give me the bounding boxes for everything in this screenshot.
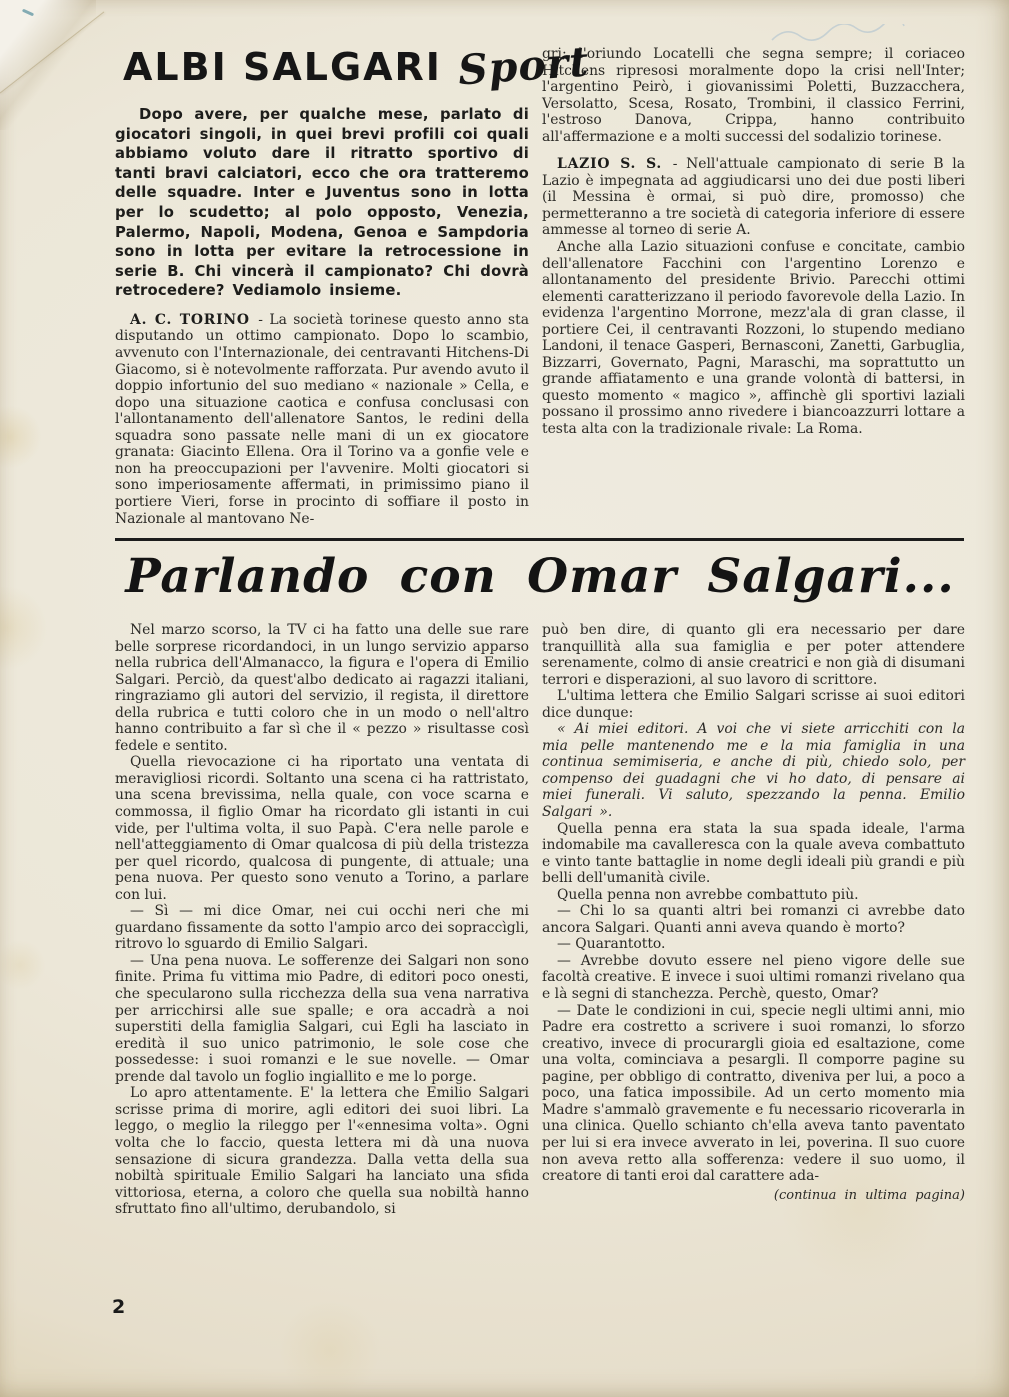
paragraph: Lo apro attentamente. E' la lettera che Emilio Salgari scrisse prima di morire, agli editori dei suoi libri. La leggo, o meglio la rileggo per l'«ennesima volta». Ogni volta che lo faccio, questa lettera mi dà una nuova sensazione di sicura grandezza. Dalla vetta della sua nobiltà spirituale Emilio Salgari ha lanciato una sfida vittoriosa, eterna, a coloro che quella sua nobiltà hanno sfruttato fino all'ultimo, derubandolo, si [115, 1085, 529, 1218]
sport-section [115, 37, 965, 527]
paragraph: Nel marzo scorso, la TV ci ha fatto una delle sue rare belle sorprese ricordandoci, in un lungo servizio apparso nella rubrica dell'Almanacco, la figura e l'opera di Emilio Salgari. Perciò, da quest'albo dedicato ai ragazzi italiani, ringraziamo gli autori del servizio, il regista, il direttore della rubrica e tutti coloro che in un modo o nell'altro hanno contribuito a far sì che il « pezzo » risultasse così fedele e sentito. [115, 622, 529, 754]
interview-section [115, 548, 965, 1218]
page-number: 2 [112, 1296, 126, 1318]
interview-right-column [542, 622, 965, 1218]
interview-columns [115, 622, 965, 1218]
sport-left-paragraphs [115, 105, 529, 527]
section-divider [115, 538, 964, 541]
paragraph: — Date le condizioni in cui, specie negli ultimi anni, mio Padre era costretto a scrivere i suoi romanzi, lo sforzo creativo, invece di procurargli gioia ed esaltazione, come una volta, cominciava a pesargli. Il comporre pagine su pagine, per obbligo di contratto, diveniva per lui, a poco a poco, una fatica impossibile. Ad un certo momento mia Madre s'ammalò gravemente e fu necessario ricoverarla in una clinica. Quello schianto ch'ella aveva tanto paventato per lui si era invece avverato in lei, poverina. Il suo cuore non aveva retto alla sofferenza: vedere il suo uomo, il creatore di tanti eroi dal carattere ada- [542, 1002, 965, 1185]
paragraph: LAZIO S. S. - Nell'attuale campionato di serie B la Lazio è impegnata ad aggiudicarsi uno dei due posti liberi (il Messina è ormai, si può dire, promosso) che permetteranno a tre società di categoria inferiore di essere ammesse al torneo di serie A. [542, 156, 965, 239]
paragraph: può ben dire, di quanto gli era necessario per dare tranquillità alla sua famiglia e per poter attendere serenamente, colmo di ansie creatrici e non già di disumani terrori e disperazioni, al suo lavoro di scrittore. [542, 622, 965, 688]
paragraph: Dopo avere, per qualche mese, parlato di giocatori singoli, in quei brevi profili coi quali abbiamo voluto dare il ritratto sportivo di tanti bravi calciatori, ecco che ora tratteremo delle squadre. Inter e Juventus sono in lotta per lo scudetto; al polo opposto, Venezia, Palermo, Napoli, Modena, Genoa e Sampdoria sono in lotta per evitare la retrocessione in serie B. Chi vincerà il campionato? Chi dovrà retrocedere? Vediamolo insieme. [115, 106, 529, 300]
paragraph: (continua in ultima pagina) [773, 1187, 965, 1203]
paragraph: Quella rievocazione ci ha riportato una ventata di meravigliosi ricordi. Soltanto una scena ci ha rattristato, una scena brevissima, nella quale, con voce scarna e commossa, il figlio Omar ha ricordato gli istanti in cui vide, per l'ultima volta, il suo Papà. C'era nelle parole e nell'atteggiamento di Omar qualcosa di più della tristezza per quel ricordo, qualcosa di pungente, di attuale; una pena nuova. Per questo sono venuto a Torino, a parlare con lui. [115, 754, 529, 903]
paragraph: — Sì — mi dice Omar, nei cui occhi neri che mi guardano fissamente da sotto l'ampio arco dei sopraccìgli, ritrovo lo sguardo di Emilio Salgari. [115, 903, 529, 953]
paragraph: L'ultima lettera che Emilio Salgari scrisse ai suoi editori dice dunque: [542, 688, 965, 721]
sport-title [123, 37, 591, 95]
paragraph: Anche alla Lazio situazioni confuse e concitate, cambio dell'allenatore Facchini con l'argentino Lorenzo e allontanamento del presidente Brivio. Parecchi ottimi elementi caratterizzano il periodo favorevole della Lazio. In evidenza l'argentino Morrone, mezz'ala di gran classe, il portiere Cei, il centravanti Rozzoni, lo stupendo mediano Landoni, il tenace Gasperi, Bernasconi, Zanetti, Garbuglia, Bizzarri, Governato, Pagni, Maraschi, ma soprattutto un grande affiatamento e una grande volontà di battersi, in questo momento « magico », affinchè gli sportivi laziali possano il prossimo anno rivedere i biancoazzurri lottare a testa alta con la tradizionale rivale: La Roma. [542, 239, 965, 438]
paragraph: gri; l'oriundo Locatelli che segna sempre; il coriaceo Hitchens ripresosi moralmente dopo la crisi nell'Inter; l'argentino Peirò, i giovanissimi Poletti, Buzzacchera, Versolatto, Scesa, Rosato, Trombini, il classico Ferrini, l'estroso Danova, Crippa, hanno contribuito all'affermazione e a molti successi del sodalizio torinese. [542, 46, 965, 145]
sport-left-column [115, 37, 591, 527]
interview-title: Parlando con Omar Salgari... [125, 549, 955, 604]
run-in-heading: LAZIO S. S. [557, 156, 663, 173]
paragraph: — Chi lo sa quanti altri bei romanzi ci avrebbe dato ancora Salgari. Quanti anni aveva quando è morto? [542, 903, 965, 936]
paragraph: — Quarantotto. [557, 936, 666, 953]
paper-corner-fold [0, 0, 96, 130]
sport-title-script: Sport [456, 37, 591, 95]
paragraph: — Una pena nuova. Le sofferenze dei Salgari non sono finite. Prima fu vittima mio Padre, di editori poco onesti, che specularono sulla ricchezza della sua vena narrativa per arricchirsi alle sue spalle; e ora accadrà a noi superstiti della famiglia Salgari, cui Egli ha lasciato in eredità il suo unico patrimonio, le sole cose che possedesse: i suoi romanzi e le sue novelle. — Omar prende dal tavolo un foglio ingiallito e me lo porge. [115, 952, 529, 1085]
sport-title-main: ALBI SALGARI [123, 45, 442, 89]
paragraph: Quella penna non avrebbe combattuto più. [557, 886, 859, 903]
sport-right-column [542, 42, 965, 527]
paragraph: « Ai miei editori. A voi che vi siete arricchiti con la mia pelle mantenendo me e la mia famiglia in una continua semimiseria, e anche di più, chiedo solo, per compenso dei guadagni che vi ho dato, di pensare ai miei funerali. Vi saluto, spezzando la penna. Emilio Salgari ». [542, 721, 965, 821]
interview-left-column [115, 622, 529, 1218]
run-in-heading: A. C. TORINO [130, 311, 250, 328]
paragraph: A. C. TORINO - La società torinese questo anno sta disputando un ottimo campionato. Dopo lo scambio, avvenuto con l'Internazionale, dei centravanti Hitchens-Di Giacomo, si è notevolmente rafforzata. Pur avendo avuto il doppio infortunio del suo mediano « nazionale » Cella, e dopo una situazione caotica e confusa conclusasi con l'allontanamento dell'allenatore Santos, le redini della squadra sono passate nelle mani di un ex giocatore granata: Giacinto Ellena. Ora il Torino va a gonfie vele e non ha preoccupazioni per l'avvenire. Molti giocatori si sono imperiosamente affermati, in primissimo piano il portiere Vieri, forse in procinto di soffiare il posto in Nazionale al mantovano Ne- [115, 311, 529, 527]
paragraph: — Avrebbe dovuto essere nel pieno vigore delle sue facoltà creative. E invece i suoi ultimi romanzi rivelano qua e là segni di stanchezza. Perchè, questo, Omar? [542, 952, 965, 1003]
paragraph: Quella penna era stata la sua spada ideale, l'arma indomabile ma cavalleresca con la quale aveva combattuto e vinto tante battaglie in nome degli ideali più grandi e più belli dell'umanità civile. [542, 820, 965, 887]
